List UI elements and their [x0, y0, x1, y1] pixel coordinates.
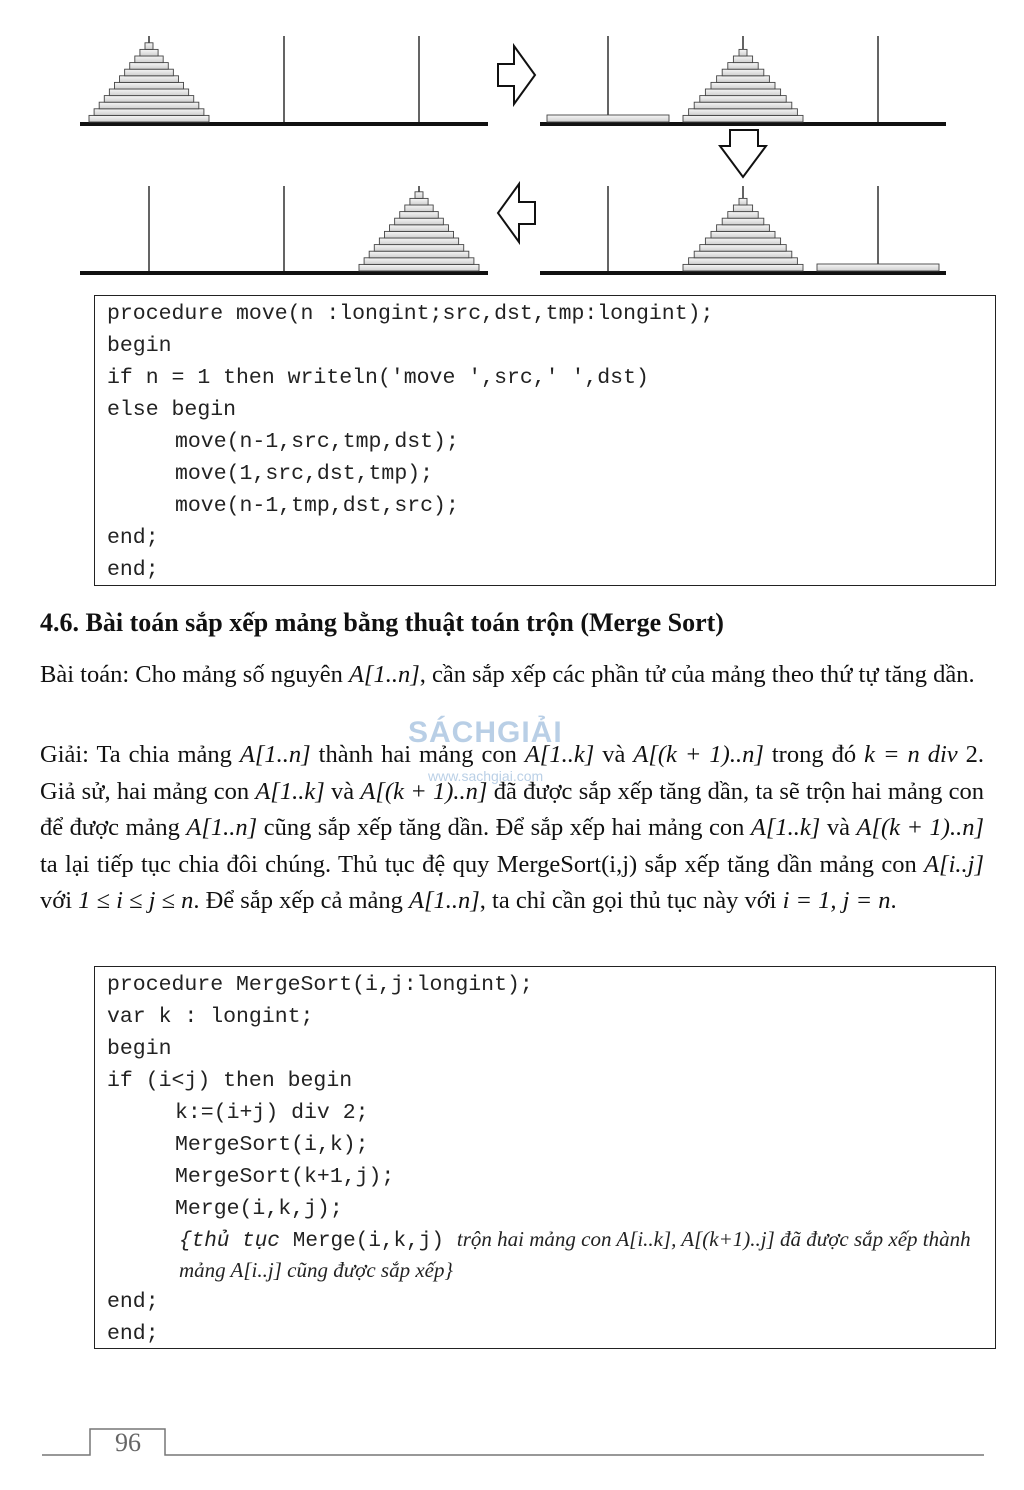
hanoi-disk	[683, 264, 803, 271]
hanoi-disk	[728, 63, 758, 70]
code-line: if (i<j) then begin	[107, 1069, 353, 1093]
code-line: begin	[107, 1037, 172, 1061]
hanoi-disk	[711, 82, 775, 89]
arrow-down-icon	[720, 130, 766, 177]
hanoi-disk	[722, 218, 764, 225]
hanoi-disk	[94, 109, 204, 116]
arrow-right-icon	[498, 46, 535, 104]
hanoi-disk	[689, 258, 798, 265]
hanoi-disk	[711, 231, 775, 238]
hanoi-disk	[114, 82, 183, 89]
hanoi-disk	[145, 43, 153, 50]
code-line: end;	[107, 1290, 159, 1314]
hanoi-disk	[694, 251, 792, 258]
code-line: else begin	[107, 398, 237, 422]
hanoi-disk	[728, 212, 758, 219]
hanoi-disk	[700, 96, 786, 103]
code-line: procedure MergeSort(i,j:longint);	[107, 973, 533, 997]
code-line: var k : longint;	[107, 1005, 314, 1029]
code-line: k:=(i+j) div 2;	[175, 1101, 369, 1125]
hanoi-disk	[89, 115, 209, 122]
watermark-text: SÁCHGIẢI	[408, 716, 563, 749]
code-line: end;	[107, 526, 159, 550]
hanoi-disk	[694, 102, 792, 109]
hanoi-disk	[733, 56, 752, 63]
hanoi-disk	[99, 102, 199, 109]
hanoi-disk	[739, 49, 747, 56]
hanoi-disk	[104, 96, 193, 103]
hanoi-disk	[410, 198, 428, 205]
move-procedure-code-block	[94, 295, 996, 586]
hanoi-disk	[384, 231, 453, 238]
hanoi-disk	[130, 63, 169, 70]
hanoi-disk	[359, 264, 479, 271]
hanoi-disk	[700, 245, 786, 252]
hanoi-disk	[733, 205, 752, 212]
hanoi-disk	[395, 218, 444, 225]
hanoi-disk	[817, 264, 939, 271]
hanoi-disk	[125, 69, 174, 76]
hanoi-disk	[120, 76, 179, 83]
code-line: if n = 1 then writeln('move ',src,' ',dst)	[107, 366, 649, 390]
code-line: Merge(i,k,j);	[175, 1197, 343, 1221]
code-line: move(n-1,tmp,dst,src);	[175, 494, 459, 518]
arrow-left-icon	[498, 184, 535, 242]
hanoi-disk	[717, 76, 770, 83]
hanoi-disk	[369, 251, 469, 258]
page-number: 96	[115, 1428, 141, 1457]
hanoi-disk	[135, 56, 163, 63]
hanoi-disk	[374, 245, 463, 252]
hanoi-disk	[739, 198, 747, 205]
hanoi-disk	[717, 225, 770, 232]
problem-paragraph: Bài toán: Cho mảng số nguyên A[1..n], cần sắp xếp các phần tử của mảng theo thứ tự tăng dần.	[40, 661, 975, 688]
code-line: end;	[107, 558, 159, 582]
hanoi-disk	[109, 89, 188, 96]
tower-of-hanoi-illustration	[0, 0, 1024, 290]
hanoi-disk	[722, 69, 764, 76]
hanoi-disk	[379, 238, 458, 245]
watermark-url: www.sachgiai.com	[428, 768, 544, 784]
hanoi-disk	[547, 115, 669, 122]
section-heading: 4.6. Bài toán sắp xếp mảng bằng thuật toán trộn (Merge Sort)	[40, 608, 724, 637]
code-line: MergeSort(i,k);	[175, 1133, 369, 1157]
code-line: move(1,src,dst,tmp);	[175, 462, 434, 486]
hanoi-disk	[705, 238, 780, 245]
code-line: begin	[107, 334, 172, 358]
code-line: procedure move(n :longint;src,dst,tmp:longint);	[107, 302, 714, 326]
hanoi-disk	[390, 225, 449, 232]
solution-paragraph: Giải: Ta chia mảng A[1..n] thành hai mảng con A[1..k] và A[(k + 1)..n] trong đó k = n div 2. Giả sử, hai mảng con A[1..k] và A[(k + 1)..n] đã được sắp xếp tăng dần, ta sẽ trộn hai mảng con để được mảng A[1..n] cũng sắp xếp tăng dần. Để sắp xếp hai mảng con A[1..k] và A[(k + 1)..n] ta lại tiếp tục chia đôi chúng. Thủ tục đệ quy MergeSort(i,j) sắp xếp tăng dần mảng con A[i..j] với 1 ≤ i ≤ j ≤ n. Để sắp xếp cả mảng A[1..n], ta chỉ cần gọi thủ tục này với i = 1, j = n.	[40, 741, 985, 914]
hanoi-disk	[400, 212, 439, 219]
code-line: move(n-1,src,tmp,dst);	[175, 430, 459, 454]
hanoi-disk	[705, 89, 780, 96]
hanoi-disk	[140, 49, 158, 56]
hanoi-disk	[683, 115, 803, 122]
code-line: MergeSort(k+1,j);	[175, 1165, 395, 1189]
hanoi-disk	[415, 192, 423, 199]
code-line: end;	[107, 1322, 159, 1346]
mergesort-procedure-code-block	[94, 966, 996, 1349]
code-comment: {thủ tục Merge(i,k,j) trộn hai mảng con A[i..k], A[(k+1)..j] đã được sắp xếp thành mảng A[i..j] cũng được sắp xếp}	[179, 1227, 971, 1282]
hanoi-disk	[364, 258, 474, 265]
hanoi-disk	[689, 109, 798, 116]
hanoi-disk	[405, 205, 433, 212]
